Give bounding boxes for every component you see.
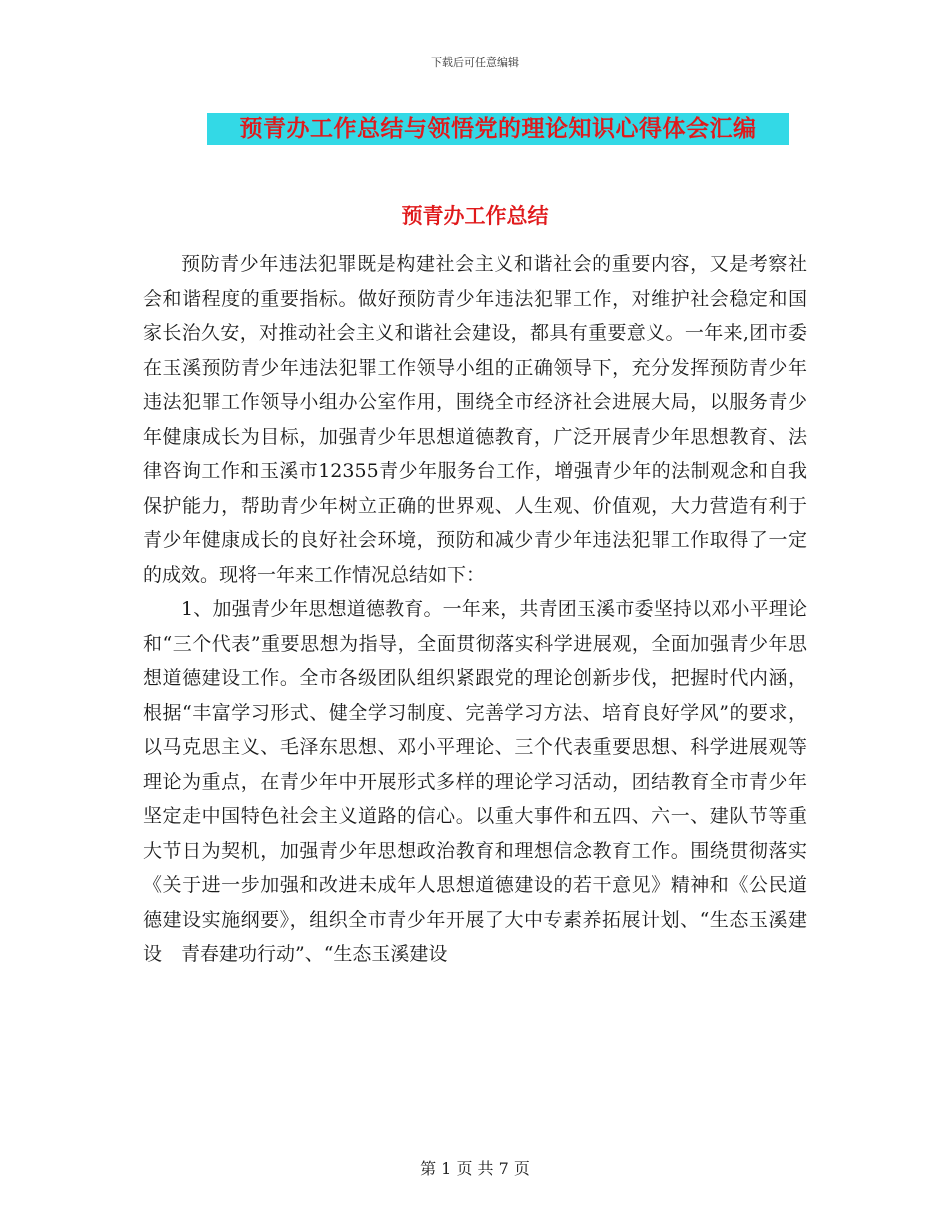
- page-number: 第 1 页 共 7 页: [420, 1159, 530, 1178]
- paragraph-item-1: 1、加强青少年思想道德教育。一年来，共青团玉溪市委坚持以邓小平理论和“三个代表”重要思想为指导，全面贯彻落实科学进展观，全面加强青少年思想道德建设工作。全市各级团队组织紧跟党的理论创新步伐，把握时代内涵，根据“丰富学习形式、健全学习制度、完善学习方法、培育良好学风”的要求，以马克思主义、毛泽东思想、邓小平理论、三个代表重要思想、科学进展观等理论为重点，在青少年中开展形式多样的理论学习活动，团结教育全市青少年坚定走中国特色社会主义道路的信心。以重大事件和五四、六一、建队节等重大节日为契机，加强青少年思想政治教育和理想信念教育工作。围绕贯彻落实《关于进一步加强和改进未成年人思想道德建设的若干意见》精神和《公民道德建设实施纲要》，组织全市青少年开展了大中专素养拓展计划、“生态玉溪建设 青春建功行动”、“生态玉溪建设: [143, 598, 807, 965]
- section-title: 预青办工作总结: [401, 204, 549, 228]
- title-highlight: [207, 113, 789, 145]
- header-note: 下载后可任意编辑: [431, 56, 519, 69]
- document-title: 预青办工作总结与领悟党的理论知识心得体会汇编: [239, 116, 757, 142]
- paragraph-intro: 预防青少年违法犯罪既是构建社会主义和谐社会的重要内容，又是考察社会和谐程度的重要指标。做好预防青少年违法犯罪工作，对维护社会稳定和国家长治久安，对推动社会主义和谐社会建设，都具有重要意义。一年来,团市委在玉溪预防青少年违法犯罪工作领导小组的正确领导下，充分发挥预防青少年违法犯罪工作领导小组办公室作用，围绕全市经济社会进展大局，以服务青少年健康成长为目标，加强青少年思想道德教育，广泛开展青少年思想教育、法律咨询工作和玉溪市12355青少年服务台工作，增强青少年的法制观念和自我保护能力，帮助青少年树立正确的世界观、人生观、价值观，大力营造有利于青少年健康成长的良好社会环境，预防和减少青少年违法犯罪工作取得了一定的成效。现将一年来工作情况总结如下：: [143, 253, 807, 586]
- body-text: [143, 247, 807, 972]
